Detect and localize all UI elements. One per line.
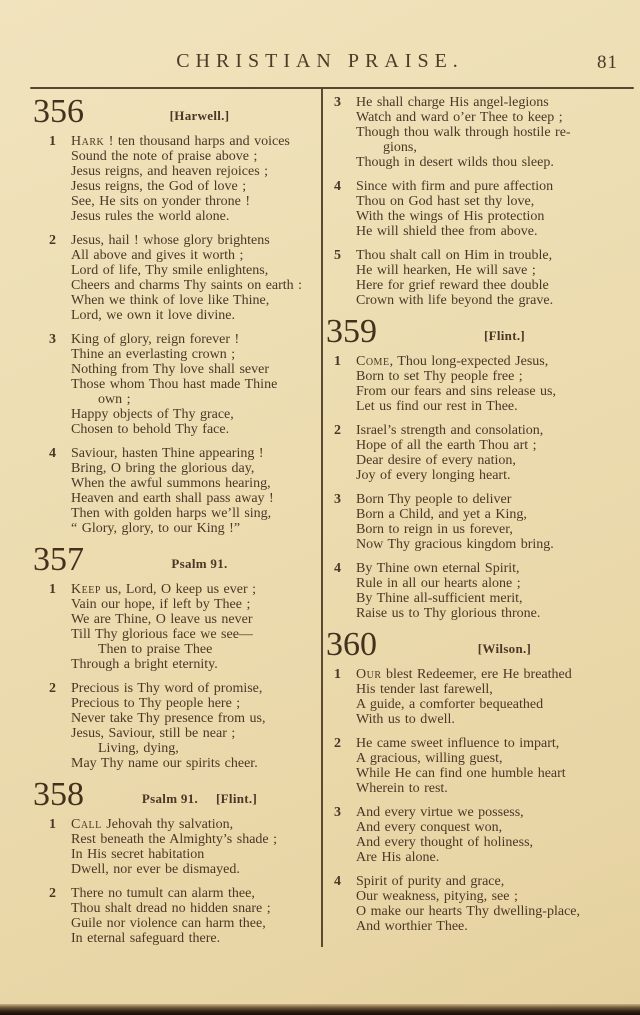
verse: [33, 817, 315, 877]
verse-line: Thine an everlasting crown ;: [71, 347, 236, 362]
verse-line: And every thought of holiness,: [356, 835, 534, 850]
verse-line: Nothing from Thy love shall sever: [71, 362, 269, 377]
verse-number: 1: [49, 582, 56, 597]
hymn-label-group: [84, 556, 315, 575]
verse-line: Lord of life, Thy smile enlightens,: [71, 263, 269, 278]
column-left: [33, 95, 321, 1015]
verse-line: Come, Thou long-expected Jesus,: [356, 354, 549, 369]
verse: [326, 492, 632, 552]
verse-line: And worthier Thee.: [356, 919, 468, 934]
verse: [326, 354, 632, 414]
verse-line: In His secret habitation: [71, 847, 205, 862]
verse-number: 3: [334, 805, 341, 820]
verse-lines: [356, 354, 632, 414]
verse-lines: [356, 561, 632, 621]
hymn-header: [326, 626, 632, 663]
verse-lines: [71, 582, 315, 672]
hymn-360: [326, 626, 632, 934]
verse: [33, 582, 315, 672]
verse: [326, 95, 632, 170]
verse-line: Are His alone.: [356, 850, 440, 865]
verse-lines: [356, 179, 632, 239]
verse-line: By Thine all-sufficient merit,: [356, 591, 523, 606]
page-title: CHRISTIAN PRAISE.: [176, 50, 464, 72]
verse-line: Rest beneath the Almighty’s shade ;: [71, 832, 278, 847]
verse-line: From our fears and sins release us,: [356, 384, 557, 399]
verse-line: Then to praise Thee: [71, 642, 213, 657]
verse-line: Let us find our rest in Thee.: [356, 399, 518, 414]
hymn-358: [33, 776, 315, 946]
verse-lines: [356, 492, 632, 552]
verse-line: Thou on God hast set thy love,: [356, 194, 535, 209]
hymn-tune-label: [Flint.]: [483, 328, 526, 343]
verse-line: own ;: [71, 392, 131, 407]
verse-line: He will shield thee from above.: [356, 224, 538, 239]
verse-line: Wherein to rest.: [356, 781, 448, 796]
verse-line: Call Jehovah thy salvation,: [71, 817, 234, 832]
hymn-number: 357: [33, 541, 84, 578]
verse-line: And every virtue we possess,: [356, 805, 524, 820]
verse-line: Those whom Thou hast made Thine: [71, 377, 278, 392]
verse: [326, 561, 632, 621]
verse-lines: [71, 886, 315, 946]
verse-line: With us to dwell.: [356, 712, 455, 727]
verse-line: When we think of love like Thine,: [71, 293, 270, 308]
hymn-356: [33, 93, 315, 536]
verse-line: O make our hearts Thy dwelling-place,: [356, 904, 581, 919]
lead-word: Call: [71, 817, 102, 832]
verse-number: 1: [334, 354, 341, 369]
verse-line: Living, dying,: [71, 741, 179, 756]
verse: [33, 233, 315, 323]
verse-number: 2: [49, 886, 56, 901]
hymn-tune-label: [Flint.]: [216, 791, 258, 806]
verse-line: Born to set Thy people free ;: [356, 369, 523, 384]
hymn-number: 358: [33, 776, 84, 813]
verse-line: With the wings of His protection: [356, 209, 545, 224]
verse-line: Chosen to behold Thy face.: [71, 422, 230, 437]
verse-number: 5: [334, 248, 341, 263]
verse-line: All above and gives it worth ;: [71, 248, 244, 263]
verse-line: Here for grief reward thee double: [356, 278, 549, 293]
lead-word: Hark: [71, 134, 105, 149]
verse-lines: [71, 817, 315, 877]
verse-line: While He can find one humble heart: [356, 766, 566, 781]
verse-line: Sound the note of praise above ;: [71, 149, 258, 164]
verse-line: Then with golden harps we’ll sing,: [71, 506, 272, 521]
verse: [33, 332, 315, 437]
verse: [326, 667, 632, 727]
verse-line: Israel’s strength and consolation,: [356, 423, 544, 438]
verse-line: Our blest Redeemer, ere He breathed: [356, 667, 572, 682]
verse-number: 3: [334, 492, 341, 507]
hymn-header: [326, 313, 632, 350]
hymn-label-group: [84, 791, 315, 810]
verse-line: Raise us to Thy glorious throne.: [356, 606, 541, 621]
verse: [33, 446, 315, 536]
verse-line: A gracious, willing guest,: [356, 751, 503, 766]
verse-lines: [71, 134, 315, 224]
verse-line: Dwell, nor ever be dismayed.: [71, 862, 240, 877]
hymn-header: [33, 541, 315, 578]
hymn-label-group: [377, 641, 632, 660]
verse-number: 3: [49, 332, 56, 347]
verse-lines: [71, 681, 315, 771]
hymn-tune-label: [Wilson.]: [477, 641, 532, 656]
lead-word: Keep: [71, 582, 101, 597]
verse-lines: [356, 248, 632, 308]
page-edge-shadow: [0, 1004, 640, 1015]
hymn-continuation: [326, 95, 632, 308]
verse-line: When the awful summons hearing,: [71, 476, 271, 491]
verse-line: Thou shalt dread no hidden snare ;: [71, 901, 271, 916]
header-rule: [30, 87, 634, 89]
verse-number: 2: [334, 736, 341, 751]
verse-number: 4: [334, 874, 341, 889]
verse-line: A guide, a comforter bequeathed: [356, 697, 544, 712]
verse-number: 4: [49, 446, 56, 461]
verse-line: Saviour, hasten Thine appearing !: [71, 446, 264, 461]
hymn-label-group: [84, 108, 315, 127]
verse-line: Bring, O bring the glorious day,: [71, 461, 255, 476]
verse-line: Crown with life beyond the grave.: [356, 293, 554, 308]
verse-line: Born Thy people to deliver: [356, 492, 512, 507]
verse-lines: [356, 667, 632, 727]
lead-word: Come: [356, 354, 390, 369]
hymn-header: [33, 93, 315, 130]
verse-lines: [356, 736, 632, 796]
verse-line: Till Thy glorious face we see—: [71, 627, 253, 642]
verse-line: Precious to Thy people here ;: [71, 696, 241, 711]
hymn-tune-label: [Harwell.]: [169, 108, 230, 123]
verse-lines: [356, 423, 632, 483]
verse-line: Now Thy gracious kingdom bring.: [356, 537, 554, 552]
verse-line: He will hearken, He will save ;: [356, 263, 536, 278]
hymn-359: [326, 313, 632, 621]
verse-number: 4: [334, 179, 341, 194]
verse: [326, 423, 632, 483]
verse-line: He came sweet influence to impart,: [356, 736, 560, 751]
verse-number: 2: [49, 233, 56, 248]
verse-line: Spirit of purity and grace,: [356, 874, 505, 889]
verse-line: Precious is Thy word of promise,: [71, 681, 263, 696]
hymn-tune-label: Psalm 91.: [141, 791, 199, 806]
verse-line: He shall charge His angel-legions: [356, 95, 549, 110]
verse-line: Watch and ward o’er Thee to keep ;: [356, 110, 563, 125]
verse-line: Jesus, hail ! whose glory brightens: [71, 233, 270, 248]
verse-line: Vain our hope, if left by Thee ;: [71, 597, 251, 612]
hymn-number: 356: [33, 93, 84, 130]
verse-line: Our weakness, pitying, see ;: [356, 889, 518, 904]
verse-line: Born to reign in us forever,: [356, 522, 513, 537]
hymn-tune-label: Psalm 91.: [171, 556, 228, 571]
verse-line: By Thine own eternal Spirit,: [356, 561, 520, 576]
verse-line: Jesus reigns, the God of love ;: [71, 179, 247, 194]
verse-line: Happy objects of Thy grace,: [71, 407, 234, 422]
verse-line: Jesus rules the world alone.: [71, 209, 230, 224]
verse-lines: [356, 805, 632, 865]
verse-line: Jesus, Saviour, still be near ;: [71, 726, 236, 741]
hymn-header: [33, 776, 315, 813]
verse-line: Lord, we own it love divine.: [71, 308, 236, 323]
column-right: [321, 95, 632, 1015]
verse-lines: [71, 446, 315, 536]
verse-line: See, He sits on yonder throne !: [71, 194, 251, 209]
verse-lines: [356, 95, 632, 170]
lead-word: Our: [356, 667, 382, 682]
hymn-number: 360: [326, 626, 377, 663]
verse-line: Guile nor violence can harm thee,: [71, 916, 266, 931]
verse-line: Keep us, Lord, O keep us ever ;: [71, 582, 257, 597]
verse-line: There no tumult can alarm thee,: [71, 886, 255, 901]
verse-line: Heaven and earth shall pass away !: [71, 491, 274, 506]
verse-line: “ Glory, glory, to our King !”: [71, 521, 241, 536]
verse-line: In eternal safeguard there.: [71, 931, 221, 946]
verse-line: Born a Child, and yet a King,: [356, 507, 527, 522]
verse-line: Joy of every longing heart.: [356, 468, 511, 483]
verse-line: And every conquest won,: [356, 820, 503, 835]
verse-line: We are Thine, O leave us never: [71, 612, 253, 627]
verse-number: 1: [49, 817, 56, 832]
verse: [326, 736, 632, 796]
hymn-number: 359: [326, 313, 377, 350]
verse-number: 1: [49, 134, 56, 149]
verse: [33, 886, 315, 946]
hymn-label-group: [377, 328, 632, 347]
verse-line: Hark ! ten thousand harps and voices: [71, 134, 290, 149]
verse: [326, 805, 632, 865]
verse-line: Hope of all the earth Thou art ;: [356, 438, 537, 453]
verse-number: 4: [334, 561, 341, 576]
verse: [326, 248, 632, 308]
verse-line: May Thy name our spirits cheer.: [71, 756, 258, 771]
verse-line: Though in desert wilds thou sleep.: [356, 155, 554, 170]
verse: [326, 874, 632, 934]
page-number: 81: [597, 52, 618, 73]
verse-line: King of glory, reign forever !: [71, 332, 240, 347]
verse-line: gions,: [356, 140, 417, 155]
verse-line: Never take Thy presence from us,: [71, 711, 266, 726]
verse-number: 1: [334, 667, 341, 682]
verse-line: Though thou walk through hostile re-: [356, 125, 571, 140]
hymn-357: [33, 541, 315, 771]
verse-line: Cheers and charms Thy saints on earth :: [71, 278, 303, 293]
verse: [33, 134, 315, 224]
verse-line: Since with firm and pure affection: [356, 179, 554, 194]
verse-line: Dear desire of every nation,: [356, 453, 516, 468]
verse-lines: [356, 874, 632, 934]
verse-lines: [71, 332, 315, 437]
verse-number: 3: [334, 95, 341, 110]
verse-lines: [71, 233, 315, 323]
verse-line: Thou shalt call on Him in trouble,: [356, 248, 553, 263]
verse-line: His tender last farewell,: [356, 682, 493, 697]
verse-number: 2: [334, 423, 341, 438]
verse-line: Through a bright eternity.: [71, 657, 218, 672]
verse-number: 2: [49, 681, 56, 696]
verse: [326, 179, 632, 239]
text-columns: [33, 95, 632, 1015]
verse: [33, 681, 315, 771]
verse-line: Jesus reigns, and heaven rejoices ;: [71, 164, 269, 179]
verse-line: Rule in all our hearts alone ;: [356, 576, 521, 591]
